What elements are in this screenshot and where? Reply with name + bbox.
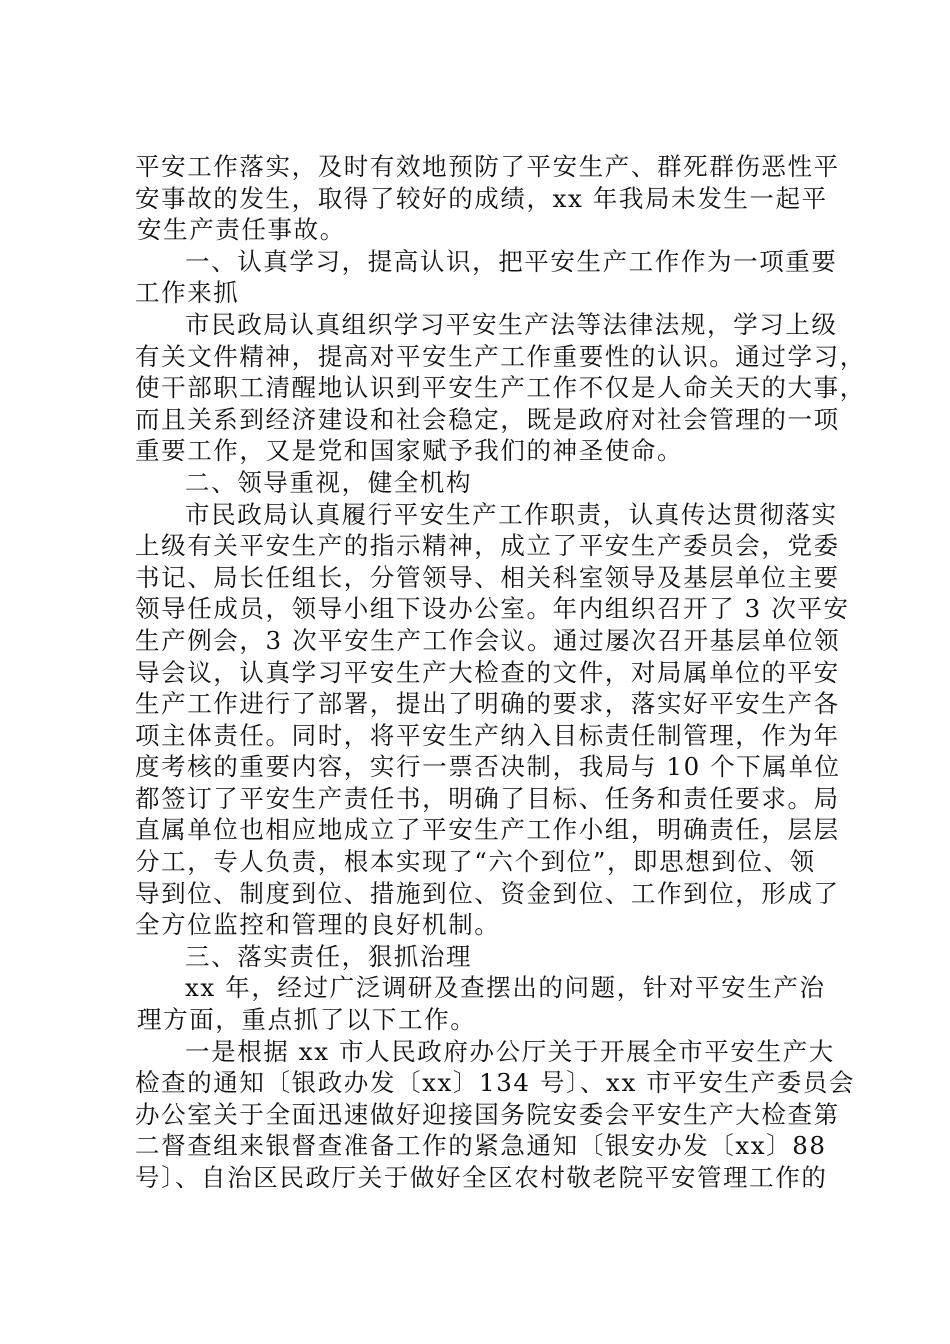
text-line: 项主体责任。同时，将平安生产纳入目标责任制管理，作为年 [135,720,840,750]
section-heading-2: 二、领导重视，健全机构 [185,467,473,497]
section-heading-1: 一、认真学习，提高认识，把平安生产工作作为一项重要 [185,246,838,276]
text-line: 一是根据 xx 市人民政府办公厅关于开展全市平安生产大 [185,1036,835,1066]
text-line: 重要工作，又是党和国家赋予我们的神圣使命。 [135,436,684,466]
text-line: 度考核的重要内容，实行一票否决制，我局与 10 个下属单位 [135,752,841,782]
text-line: 领导任成员，领导小组下设办公室。年内组织召开了 3 次平安 [135,594,850,624]
text-line: 有关文件精神，提高对平安生产工作重要性的认识。通过学习， [135,341,866,371]
text-line: 导会议，认真学习平安生产大检查的文件，对局属单位的平安 [135,657,840,687]
text-line: 分工，专人负责，根本实现了“六个到位”，即思想到位、领 [135,847,816,877]
text-line: 都签订了平安生产责任书，明确了目标、任务和责任要求。局 [135,783,840,813]
text-line: 平安工作落实，及时有效地预防了平安生产、群死群伤恶性平 [135,152,840,181]
text-line: 安生产责任事故。 [137,215,346,245]
text-line: 安事故的发生，取得了较好的成绩，xx 年我局未发生一起平 [135,183,828,213]
text-line: 使干部职工清醒地认识到平安生产工作不仅是人命关天的大事， [135,373,866,403]
text-line: 生产例会，3 次平安生产工作会议。通过屡次召开基层单位领 [135,625,841,655]
text-line: 检查的通知〔银政办发〔xx〕134 号〕、xx 市平安生产委员会 [135,1068,856,1098]
text-line: 上级有关平安生产的指示精神，成立了平安生产委员会，党委 [135,531,840,561]
section-heading-1-cont: 工作来抓 [135,278,240,308]
text-line: 书记、局长任组长，分管领导、相关科室领导及基层单位主要 [135,562,840,592]
text-line: 市民政局认真组织学习平安生产法等法律法规，学习上级 [185,309,838,339]
text-line: 市民政局认真履行平安生产工作职责，认真传达贯彻落实 [185,499,838,529]
text-line: 二督查组来银督查准备工作的紧急通知〔银安办发〔xx〕88 [135,1131,827,1161]
text-line: 而且关系到经济建设和社会稳定，既是政府对社会管理的一项 [135,404,840,434]
text-line: 直属单位也相应地成立了平安生产工作小组，明确责任，层层 [135,815,840,845]
text-line: xx 年，经过广泛调研及查摆出的问题，针对平安生产治 [185,973,826,1003]
text-line: 全方位监控和管理的良好机制。 [135,910,501,940]
text-line: 办公室关于全面迅速做好迎接国务院安委会平安生产大检查第 [135,1099,840,1129]
body-text [135,151,866,1194]
text-line: 导到位、制度到位、措施到位、资金到位、工作到位，形成了 [135,878,840,908]
text-line: 生产工作进行了部署，提出了明确的要求，落实好平安生产各 [135,689,840,719]
section-heading-3: 三、落实责任，狠抓治理 [185,941,473,971]
text-line: 理方面，重点抓了以下工作。 [137,1005,477,1035]
text-line: 号〕、自治区民政厅关于做好全区农村敬老院平安管理工作的 [135,1163,828,1192]
